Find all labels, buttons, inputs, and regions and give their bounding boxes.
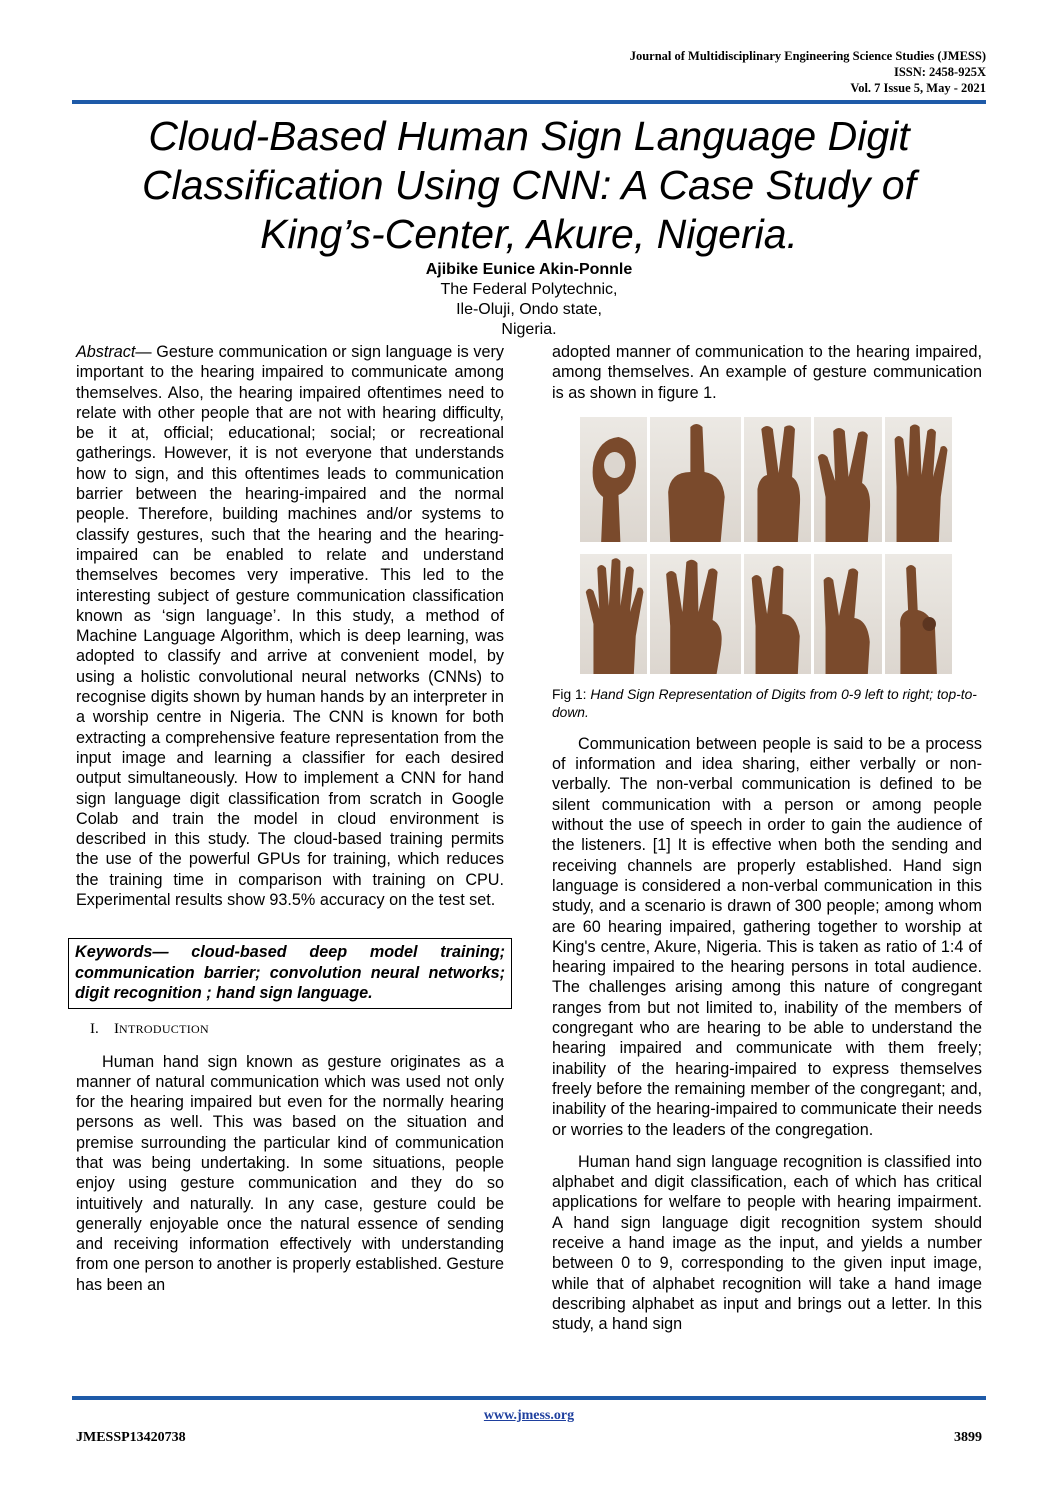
figure-label: Fig 1: [552,686,591,702]
hand-sign-digit-4 [885,417,952,542]
continuation-paragraph: adopted manner of communication to the hearing impaired, among themselves. An example of gesture communication is as shown in figure 1. [552,343,982,402]
section-title-rest: NTRODUCTION [119,1022,209,1037]
body-paragraph-1: Communication between people is said to be a process of information and idea sharing, either verbally or non-verbally. The non-verbal communication is defined to be silent communication with a person or among people without the use of speech in order to gain the audience of the listeners. [1] It is effective when both the sending and receiving channels are properly established. Hand sign language is considered a non-verbal communication in this study, and a scenario is drawn of 300 people; among whom are 60 hearing impaired, gathering together to worship at King's centre, Akure, Nigeria. This is taken as ratio of 1:4 of hearing impaired to the hearing persons in total audience. The challenges arising among this nature of congregant ranges from but not limited to, inability of the members of congregant who are hearing to be able to understand the hearing impaired and communicate with them freely; inability of the hearing-impaired to express themselves freely before the remaining member of the congregant; and, inability of the hearing-impaired to communicate their needs or worries to the leaders of the congregation. [552,734,982,1139]
journal-volume: Vol. 7 Issue 5, May - 2021 [850,81,986,95]
abstract [76,342,504,910]
title-line-3: King’s-Center, Akure, Nigeria. [260,211,798,257]
journal-name: Journal of Multidisciplinary Engineering Science Studies (JMESS) [629,49,986,63]
journal-header [630,48,986,96]
title-line-1: Cloud-Based Human Sign Language Digit [148,113,910,159]
footer-paper-id: JMESSP13420738 [76,1430,186,1445]
figure-row-top [580,417,952,542]
figure-caption [552,686,982,722]
footer-url-link[interactable]: www.jmess.org [483,1408,575,1423]
hand-sign-digit-5 [580,554,647,674]
figure-1 [552,417,982,722]
hand-sign-digit-3 [814,417,881,542]
hand-sign-digit-2 [744,417,811,542]
journal-issn: ISSN: 2458-925X [893,65,986,79]
right-column [552,342,982,1335]
abstract-text: — Gesture communication or sign language is very important to the hearing impaired to communicate among themselves. Also, the hearing impaired oftentimes need to relate with other people that are not with hearing difficulty, be it at, official; educational; social; or recreational gatherings. However, it is not everyone that understands how to sign, and this oftentimes leads to communication barrier between the hearing-impaired and the normal people. Therefore, building machines and/or systems to classify gestures, such that the hearing and the hearing-impaired can be enabled to relate and understand themselves becomes very imperative. This led to the interesting subject of gesture communication classification known as ‘sign language’. In this study, a method of Machine Language Algorithm, which is deep learning, was adopted to classify and arrive at convenient model, by using a holistic convolutional neural networks (CNNs) to recognise digits shown by human hands by an interpreter in a worship centre in Nigeria. The CNN is known for both extracting a comprehensive feature representation from the input image and learning a classifier for each desired output simultaneously. How to implement a CNN for hand sign language digit classification from scratch in Google Colab and train the model in cloud environment is described in this study. The cloud-based training permits the use of the powerful GPUs for training, which reduces the training time in comparison with training on CPU. Experimental results show 93.5% accuracy on the test set. [76,343,504,910]
hand-sign-digit-6 [650,554,741,674]
left-column [76,342,504,1295]
abstract-label: Abstract [76,343,136,361]
author-block [0,260,1058,340]
section-title-initial: I [114,1021,119,1038]
hand-sign-digit-0 [580,417,647,542]
hand-sign-digit-1 [650,417,741,542]
hand-sign-digit-8 [814,554,881,674]
figure-caption-text: Hand Sign Representation of Digits from 0-9 left to right; top-to-down. [552,686,977,720]
figure-row-bottom [580,554,952,674]
footer-rule [72,1396,986,1400]
keywords-box: Keywords— cloud-based deep model training; communication barrier; convolution neural networks; digit recognition ; hand sign language. [68,938,512,1009]
affiliation-line-1: The Federal Polytechnic, [440,281,618,298]
section-heading [76,1019,504,1039]
hand-sign-image-grid [580,417,952,674]
hand-sign-digit-7 [744,554,811,674]
footer-page-number: 3899 [954,1430,982,1445]
section-number: I. [90,1021,99,1038]
paper-title [72,112,986,259]
affiliation-line-3: Nigeria. [501,321,557,338]
header-rule [72,100,986,104]
intro-paragraph: Human hand sign known as gesture originates as a manner of natural communication which was used not only for the hearing impaired but even for the normally hearing persons as well. This was based on the situation and premise surrounding the particular kind of communication that was being undertaking. In some situations, people enjoy using gesture communication and they do so intuitively and naturally. In any case, gesture could be generally enjoyable once the natural essence of sending and receiving information effectively with understanding from one person to another is properly established. Gesture has been an [76,1052,504,1294]
author-name: Ajibike Eunice Akin-Ponnle [425,261,633,278]
affiliation-line-2: Ile-Oluji, Ondo state, [456,301,602,318]
body-paragraph-2: Human hand sign language recognition is classified into alphabet and digit classification, each of which has critical applications for welfare to people with hearing impairment. A hand sign language digit recognition system should receive a hand image as the input, and yields a number between 0 to 9, corresponding to the given input image, while that of alphabet recognition will take a hand image describing alphabet as input and brings out a letter. In this study, a hand sign [552,1152,982,1334]
title-line-2: Classification Using CNN: A Case Study of [142,162,916,208]
hand-sign-digit-9 [885,554,952,674]
